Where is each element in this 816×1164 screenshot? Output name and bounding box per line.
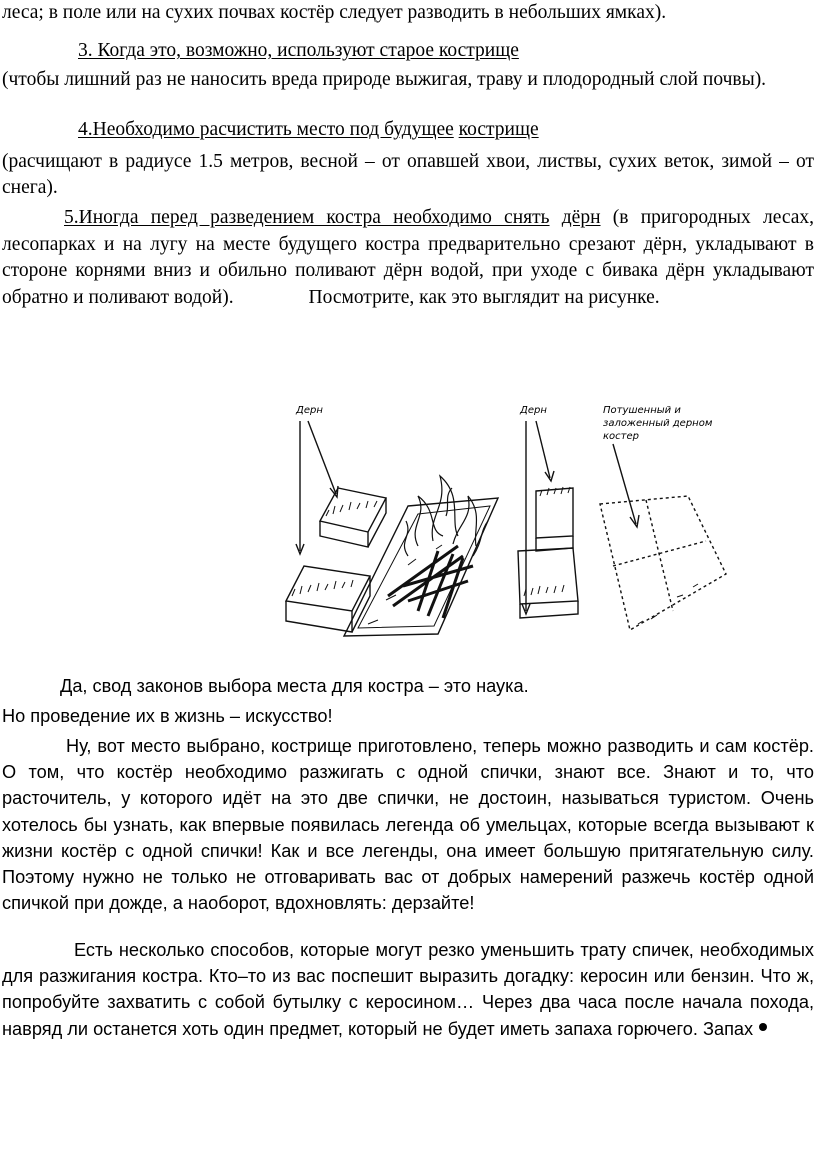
item-5-body: (в пригородных лесах, лесопарках и на лугу на месте будущего костра предварительно срезают дёрн, укладывают в стороне корнями вниз и обильно поливают дёрн водой, при уходе с бивака дёрн укладывают обратно и поливают водой).: [2, 207, 815, 308]
item-3-heading: 3. Когда это, возможно, используют старое кострище: [78, 40, 519, 61]
line1-text: леса; в поле или на сухих почвах костёр следует разводить в небольших ямках).: [2, 2, 667, 23]
item-4: [2, 117, 814, 202]
fire-trench: [344, 498, 498, 636]
item-5-heading: 5.Иногда перед разведением костра необходимо снять: [64, 207, 550, 228]
item-3: [2, 38, 814, 93]
item-3-heading-line: [2, 38, 814, 65]
item-4-body: (расчищают в радиусе 1.5 метров, весной – от опавшей хвои, листвы, сухих веток, зимой – от снега).: [2, 150, 814, 198]
label-sod-left: Дерн: [296, 405, 323, 416]
sod-stack-right: [518, 487, 578, 618]
item-4-heading-word: кострище: [458, 119, 539, 140]
paragraph-science: Да, свод законов выбора места для костра – это наука.: [60, 676, 529, 696]
item-5-heading-word: дёрн: [561, 207, 601, 228]
paragraph-kerosene-text: Есть несколько способов, которые могут резко уменьшить трату спичек, необходимых для разжигания костра. Кто–то из вас поспешит выразить догадку: керосин или бензин. Что ж, попробуйте захватить с собой бутылку с керосином… Через два часа после начала похода, навряд ли останется хоть один предмет, который не будет иметь запаха горючего. Запах: [2, 940, 814, 1039]
paragraph-art: Но проведение их в жизнь – искусство!: [2, 706, 333, 726]
item-4-heading-line: [2, 117, 814, 144]
covered-fireplace: [600, 496, 726, 630]
item-4-heading: 4.Необходимо расчистить место под будущее: [78, 119, 454, 140]
sod-block-upper: [320, 488, 386, 547]
label-extinguished-line3: костер: [603, 431, 639, 442]
arrow-right-diagonal: [536, 421, 550, 478]
bullet-icon: [759, 1023, 767, 1031]
label-sod-right: Дерн: [520, 405, 547, 416]
sod-block-lower: [286, 566, 370, 632]
label-extinguished-line1: Потушенный и: [603, 405, 681, 416]
paragraph-one-match: Ну, вот место выбрано, кострище приготовлено, теперь можно разводить и сам костёр. О том, что костёр необходимо разжигать с одной спички, знают все. Знают и то, что расточитель, у которого идёт на это две спички, не достоин, называться туристом. Очень хотелось бы узнать, как впервые появилась легенда об умельцах, которые всегда вызывают к жизни костёр с одной спички! Как и все легенды, она имеет большую притягательную силу. Поэтому нужно не только не отговаривать вас от добрых намерений разжечь костёр одной спичкой при дожде, а наоборот, вдохновлять: дерзайте!: [2, 736, 814, 914]
sod-removal-figure: [268, 396, 748, 646]
item-5: [2, 205, 814, 311]
item-5-see-figure: Посмотрите, как это выглядит на рисунке.: [308, 286, 660, 308]
item-3-body: (чтобы лишний раз не наносить вреда природе выжигая, траву и плодородный слой почвы).: [2, 68, 767, 90]
arrow-left-diagonal: [308, 421, 336, 494]
figure-drawing: [286, 421, 726, 636]
label-extinguished-line2: заложенный дерном: [603, 418, 713, 429]
text-line-ditches: [2, 0, 814, 27]
paragraph-kerosene: [2, 937, 814, 1042]
arrow-extinguished: [613, 444, 636, 524]
